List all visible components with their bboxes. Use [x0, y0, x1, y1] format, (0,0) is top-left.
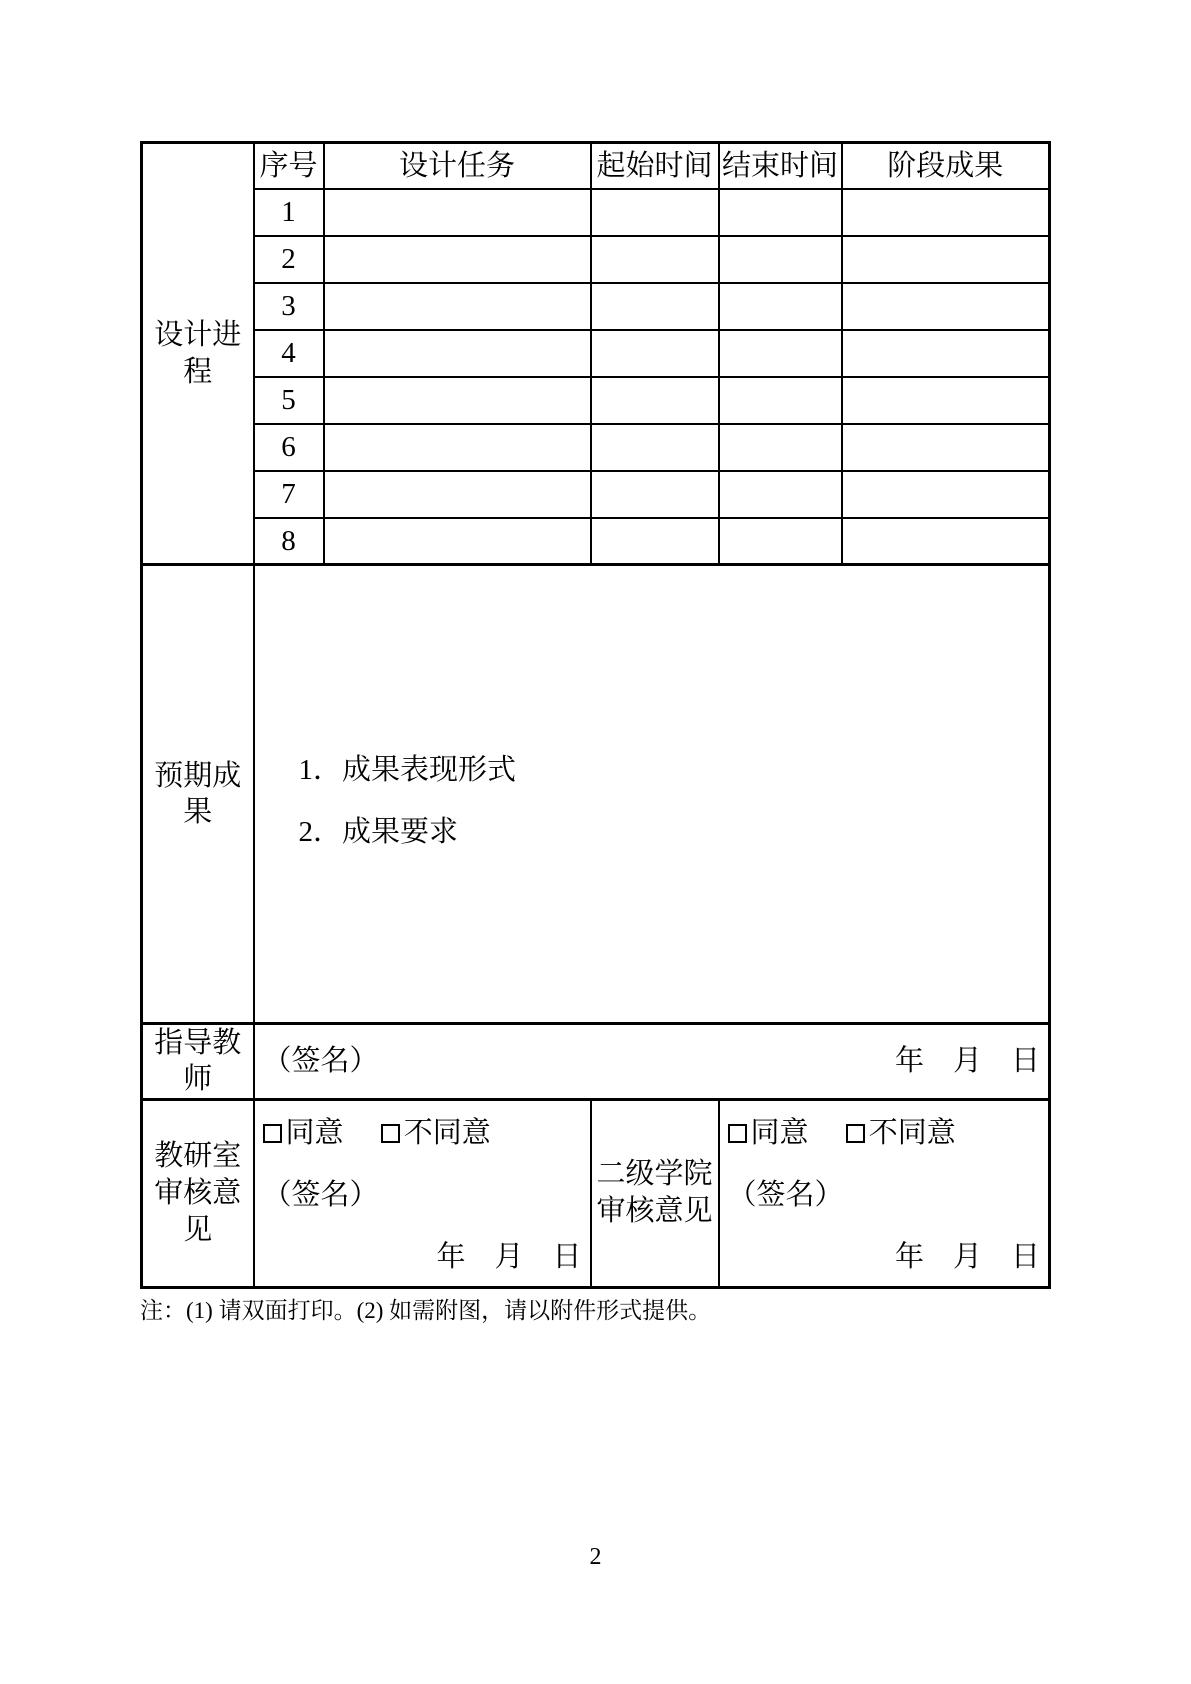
task-cell	[324, 330, 591, 377]
page-number: 2	[589, 1544, 602, 1570]
task-cell	[324, 283, 591, 330]
office-date-placeholder: 年 月 日	[436, 1240, 582, 1273]
end-time-cell	[719, 377, 842, 424]
end-time-cell	[719, 471, 842, 518]
row-number: 7	[254, 471, 324, 518]
start-time-cell	[591, 189, 719, 236]
table-row	[142, 189, 1050, 236]
task-cell	[324, 189, 591, 236]
result-cell	[842, 518, 1050, 565]
result-cell	[842, 471, 1050, 518]
row-number: 3	[254, 283, 324, 330]
table-row	[142, 424, 1050, 471]
col-header-start: 起始时间	[591, 143, 719, 189]
task-form-table	[140, 141, 1051, 1289]
col-header-no: 序号	[254, 143, 324, 189]
end-time-cell	[719, 424, 842, 471]
table-row	[142, 471, 1050, 518]
col-header-task: 设计任务	[324, 143, 591, 189]
office-disagree-label: 不同意	[403, 1117, 491, 1149]
start-time-cell	[591, 424, 719, 471]
section-label-expected-results: 预期成果	[142, 565, 254, 1024]
start-time-cell	[591, 236, 719, 283]
section-label-advisor: 指导教师	[142, 1024, 254, 1100]
row-number: 5	[254, 377, 324, 424]
college-disagree-label: 不同意	[868, 1117, 956, 1149]
start-time-cell	[591, 377, 719, 424]
table-row	[142, 518, 1050, 565]
col-header-end: 结束时间	[719, 143, 842, 189]
result-cell	[842, 377, 1050, 424]
advisor-date-placeholder: 年 月 日	[894, 1045, 1040, 1078]
row-number: 1	[254, 189, 324, 236]
college-agree-checkbox-icon	[728, 1124, 747, 1143]
result-cell	[842, 236, 1050, 283]
office-agree-checkbox-icon	[263, 1124, 282, 1143]
college-review-cell	[719, 1099, 1050, 1287]
section-label-design-progress: 设计进程	[142, 143, 254, 565]
advisor-signature-placeholder: （签名）	[262, 1045, 379, 1078]
expected-results-cell	[254, 565, 1050, 1024]
office-review-label-line1: 教研室	[154, 1139, 242, 1172]
college-disagree-checkbox-icon	[846, 1124, 865, 1143]
section-label-office-review	[142, 1099, 254, 1287]
result-cell	[842, 424, 1050, 471]
expected-item-presentation: 1．成果表现形式	[298, 754, 517, 786]
start-time-cell	[591, 283, 719, 330]
col-header-result: 阶段成果	[842, 143, 1050, 189]
table-row	[142, 283, 1050, 330]
table-row	[142, 236, 1050, 283]
office-signature-placeholder: （签名）	[262, 1178, 379, 1211]
start-time-cell	[591, 330, 719, 377]
end-time-cell	[719, 518, 842, 565]
start-time-cell	[591, 471, 719, 518]
advisor-signature-cell	[254, 1024, 1050, 1100]
table-row	[142, 377, 1050, 424]
row-number: 4	[254, 330, 324, 377]
office-review-label-line2: 审核意见	[154, 1176, 242, 1246]
row-number: 2	[254, 236, 324, 283]
table-row	[142, 330, 1050, 377]
end-time-cell	[719, 189, 842, 236]
college-review-label-line2: 审核意见	[596, 1195, 713, 1227]
end-time-cell	[719, 330, 842, 377]
result-cell	[842, 189, 1050, 236]
row-number: 8	[254, 518, 324, 565]
section-label-college-review	[591, 1099, 719, 1287]
office-review-cell	[254, 1099, 591, 1287]
row-number: 6	[254, 424, 324, 471]
result-cell	[842, 330, 1050, 377]
task-cell	[324, 471, 591, 518]
college-date-placeholder: 年 月 日	[894, 1240, 1040, 1273]
college-agree-label: 同意	[750, 1117, 809, 1149]
task-cell	[324, 236, 591, 283]
expected-item-requirements: 2．成果要求	[298, 816, 459, 848]
result-cell	[842, 283, 1050, 330]
task-cell	[324, 424, 591, 471]
end-time-cell	[719, 283, 842, 330]
college-review-label-line1: 二级学院	[596, 1158, 713, 1190]
start-time-cell	[591, 518, 719, 565]
office-agree-label: 同意	[285, 1117, 344, 1149]
footnote: 注：(1) 请双面打印。(2) 如需附图，请以附件形式提供。	[140, 1298, 712, 1323]
college-signature-placeholder: （签名）	[727, 1178, 844, 1211]
office-disagree-checkbox-icon	[381, 1124, 400, 1143]
task-cell	[324, 518, 591, 565]
task-cell	[324, 377, 591, 424]
end-time-cell	[719, 236, 842, 283]
